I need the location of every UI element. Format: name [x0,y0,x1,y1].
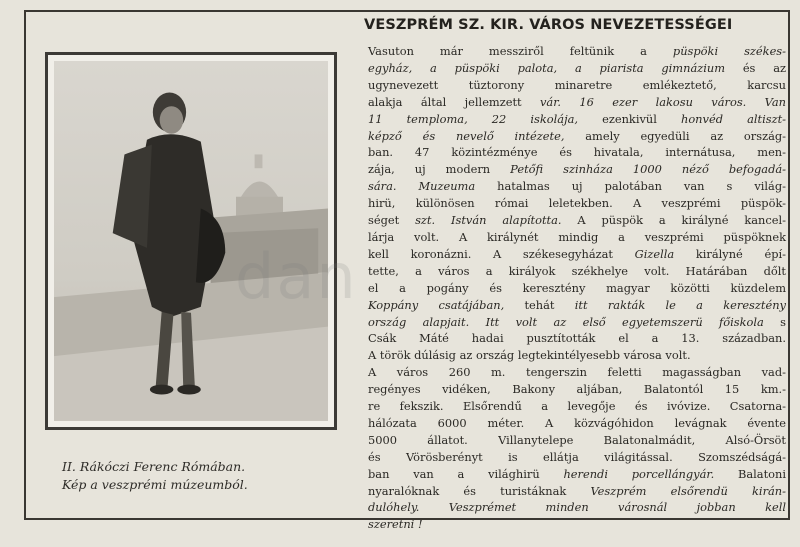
emphasis-text: dulóhely. Veszprémet minden városnál jobban kell [368,500,786,515]
text-line [368,94,786,111]
text-line [368,161,786,178]
text-line [368,144,786,161]
emphasis-text: itt rakták le a keresztény [574,297,786,312]
plain-text: lárja volt. A királynét mindig a veszprémi püspöknek [368,229,786,244]
plain-text: hirü, különösen római leletekben. A veszprémi püspök- [368,196,786,211]
emphasis-text: Veszprém elsőrendü kirán- [590,483,786,498]
plain-text: Vasuton már messziről feltünik a [368,44,673,58]
text-line [368,347,786,364]
text-line [368,111,786,128]
plain-text: hatalmas uj palotában van s világ- [475,179,786,194]
caption-line-2: Kép a veszprémi múzeumból. [62,477,248,492]
text-line [368,212,786,229]
text-line [368,263,786,280]
text-line [368,483,786,500]
emphasis-text: képző és nevelő intézete, [368,128,565,143]
text-line [368,449,786,466]
emphasis-text: püspöki székes- [672,44,787,58]
text-line [368,381,786,398]
emphasis-text: sára. Muzeuma [368,179,476,194]
plain-text: tette, a város a királyok székhelye volt. Határában dőlt [368,263,786,278]
emphasis-text: 11 temploma, 22 iskolája, [368,111,579,126]
plain-text: A püspök a királyné kancel- [561,213,786,228]
emphasis-text: Gizella [634,246,675,261]
text-line [368,195,786,212]
text-line [368,43,786,60]
emphasis-text: herendi porcellángyár. [563,466,715,481]
text-line [368,297,786,314]
text-line [368,246,786,263]
painting-frame [45,52,337,430]
text-line [368,229,786,246]
text-line [368,398,786,415]
plain-text: és Vörösberényt is ellátja világitással. Szomszédságá- [368,449,786,464]
emphasis-text: Koppány csatájában, [368,297,505,312]
emphasis-text: szeretni ! [368,517,423,532]
emphasis-text: egyház, a püspöki palota, a piarista gimnázium [368,60,726,75]
text-line [368,415,786,432]
plain-text: regényes vidéken, Bakony aljában, Balatontól 15 km.- [368,382,786,397]
text-line [368,280,786,297]
text-line [368,77,786,94]
emphasis-text: ország alapjait. Itt volt az első egyetemszerü főiskola [368,314,764,329]
page-title: VESZPRÉM SZ. KIR. VÁROS NEVEZETESSÉGEI [364,17,733,33]
plain-text: alakja által jellemzett [368,94,540,109]
plain-text: s [763,314,786,329]
plain-text: kell koronázni. A székesegyházat [368,246,635,261]
plain-text: Balatoni [714,466,786,481]
text-line [368,60,786,77]
plain-text: A város 260 m. tengerszin feletti magasságban vad- [368,365,786,380]
text-line [368,499,786,516]
text-line [368,516,786,533]
text-line [368,432,786,449]
plain-text: ban van a világhirü [368,466,564,481]
plain-text: nyaralóknak és turistáknak [368,483,591,498]
text-line [368,364,786,381]
plain-text: el a pogány és keresztény magyar közötti küzdelem [368,280,786,295]
plain-text: Csák Máté hadai pusztították el a 13. században. [368,331,786,346]
painting-caption [62,458,332,494]
plain-text: ezenkivül [578,111,681,126]
plain-text: hálózata 6000 méter. A közvágóhidon levágnak évente [368,415,786,430]
plain-text: és az [725,60,786,75]
plain-text: 5000 állatot. Villanytelepe Balatonalmádit, Alsó-Örsöt [368,432,786,447]
caption-line-1: II. Rákóczi Ferenc Rómában. [62,459,246,474]
plain-text: A török dúlásig az ország legtekintélyesebb városa volt. [368,348,691,363]
plain-text: re fekszik. Elsőrendű a levegője és ivóvize. Csatorna- [368,399,786,414]
plain-text: ban. 47 közintézménye és hivatala, internátusa, men- [368,145,786,160]
painting-rakoczi-in-rome [54,61,328,421]
text-line [368,178,786,195]
emphasis-text: honvéd altiszt- [680,111,786,126]
text-line [368,330,786,347]
text-line [368,128,786,145]
emphasis-text: szt. István alapította. [415,213,562,228]
plain-text: királyné épí- [674,246,786,261]
text-line [368,314,786,331]
emphasis-text: Petőfi szinháza 1000 néző befogadá- [510,162,786,177]
plain-text: amely egyedüli az ország- [564,128,787,143]
plain-text: tehát [504,297,575,312]
plain-text: ugynevezett tüztorony minaretre emlékeztető, karcsu [368,77,786,92]
emphasis-text: vár. 16 ezer lakosu város. Van [540,94,786,109]
description-text [368,43,786,533]
plain-text: zája, uj modern [368,162,511,177]
plain-text: séget [368,213,416,228]
text-line [368,466,786,483]
painting-illustration [54,61,328,421]
